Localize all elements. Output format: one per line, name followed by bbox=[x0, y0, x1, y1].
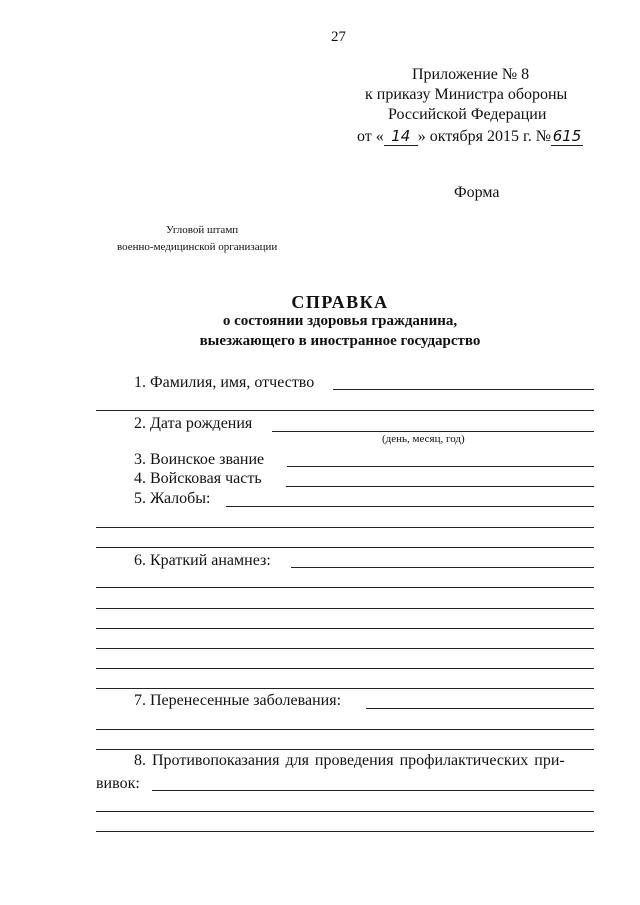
field-full-name-label: 1. Фамилия, имя, отчество bbox=[134, 374, 315, 391]
field-past-diseases-label: 7. Перенесенные заболевания: bbox=[134, 692, 342, 709]
field-rank-label: 3. Воинское звание bbox=[134, 451, 265, 468]
anamnesis-line-1 bbox=[291, 567, 594, 568]
complaints-line-2 bbox=[96, 527, 594, 528]
forma-label: Форма bbox=[454, 184, 500, 201]
title-sub1: о состоянии здоровья гражданина, bbox=[222, 313, 458, 329]
anamnesis-line-6 bbox=[96, 668, 594, 669]
birth-date-line bbox=[272, 431, 594, 432]
field-contraindications-label-cont: вивок: bbox=[96, 775, 140, 792]
complaints-line-1 bbox=[226, 506, 594, 507]
past-diseases-line-2 bbox=[96, 729, 594, 730]
birth-date-hint: (день, месяц, год) bbox=[382, 433, 465, 445]
contraindications-line-1 bbox=[152, 790, 594, 791]
anamnesis-line-4 bbox=[96, 628, 594, 629]
rank-line bbox=[287, 466, 594, 467]
contraindications-line-2 bbox=[96, 811, 594, 812]
document-title: СПРАВКА bbox=[291, 292, 389, 312]
complaints-line-3 bbox=[96, 547, 594, 548]
title-sub2: выезжающего в иностранное государство bbox=[199, 333, 481, 349]
anamnesis-line-3 bbox=[96, 608, 594, 609]
past-diseases-line-1 bbox=[366, 708, 594, 709]
field-birth-date-label: 2. Дата рождения bbox=[134, 415, 253, 432]
field-anamnesis-label: 6. Краткий анамнез: bbox=[134, 552, 271, 569]
field-complaints-label: 5. Жалобы: bbox=[134, 490, 211, 507]
appendix-line1: Приложение № 8 bbox=[412, 66, 530, 83]
field-contraindications-label: 8. Противопоказания для проведения профилактических при- bbox=[134, 752, 565, 769]
anamnesis-line-2 bbox=[96, 587, 594, 588]
stamp-line2: военно-медицинской организации bbox=[117, 241, 278, 253]
date-prefix: от « bbox=[357, 128, 384, 145]
stamp-line1: Угловой штамп bbox=[166, 224, 239, 236]
date-day: 14 bbox=[384, 127, 418, 146]
order-number: 615 bbox=[552, 127, 582, 145]
full-name-line bbox=[333, 389, 594, 390]
anamnesis-line-7 bbox=[96, 688, 594, 689]
appendix-date bbox=[357, 127, 583, 146]
field-unit-label: 4. Войсковая часть bbox=[134, 470, 262, 487]
contraindications-line-3 bbox=[96, 831, 594, 832]
appendix-line3: Российской Федерации bbox=[388, 106, 547, 123]
full-name-line-2 bbox=[96, 410, 594, 411]
past-diseases-line-3 bbox=[96, 749, 594, 750]
anamnesis-line-5 bbox=[96, 648, 594, 649]
unit-line bbox=[286, 486, 594, 487]
date-middle: » октября 2015 г. № bbox=[417, 128, 552, 145]
page-number: 27 bbox=[331, 29, 346, 45]
appendix-line2: к приказу Министра обороны bbox=[365, 86, 568, 103]
